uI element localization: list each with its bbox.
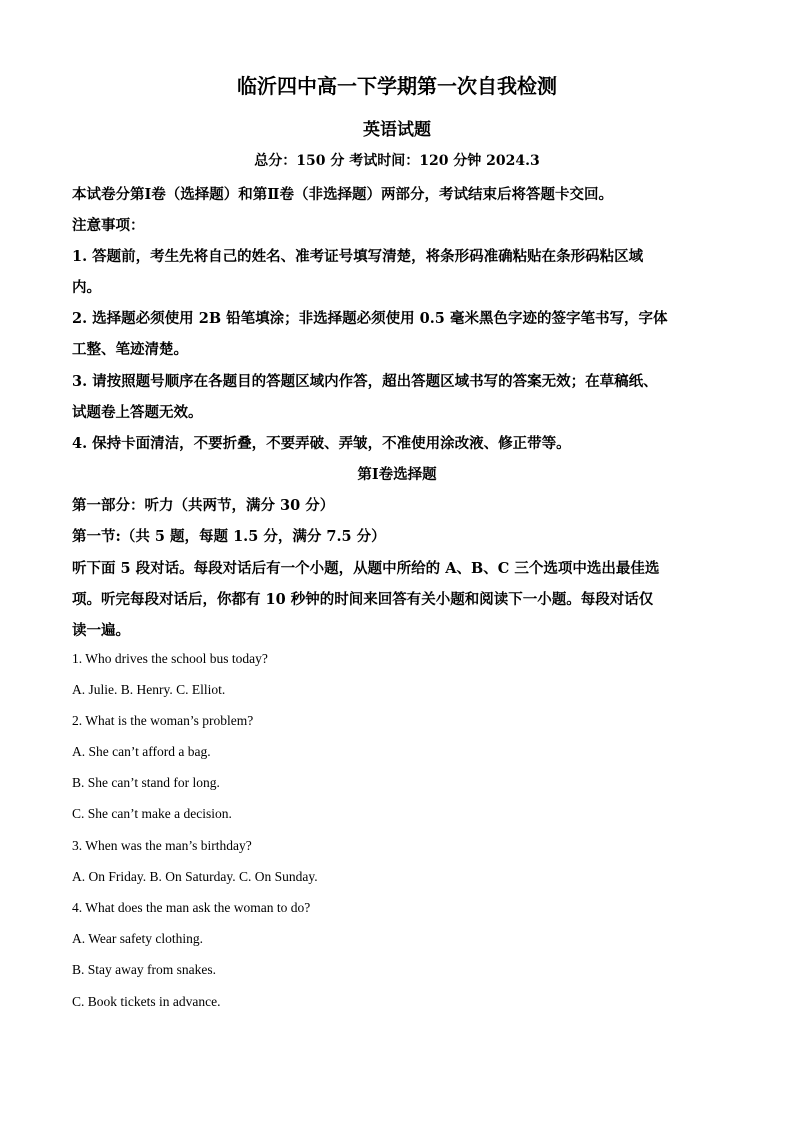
- question-line: 4. What does the man ask the woman to do?: [72, 900, 311, 915]
- option-line: A. She can’t afford a bag.: [72, 744, 211, 759]
- instruction-line: 项。听完每段对话后，你都有 10 秒钟的时间来回答有关小题和阅读下一小题。每段对话仅: [72, 591, 654, 608]
- section-title: 第Ⅰ卷选择题: [357, 466, 437, 483]
- section-heading: 第一节:（共 5 题，每题 1.5 分，满分 7.5 分）: [72, 528, 386, 545]
- notice-line: 4. 保持卡面清洁，不要折叠，不要弄破、弄皱，不准使用涂改液、修正带等。: [72, 435, 571, 452]
- question-line: 2. What is the woman’s problem?: [72, 713, 254, 728]
- option-line: B. Stay away from snakes.: [72, 962, 216, 977]
- option-line: A. Wear safety clothing.: [72, 931, 203, 946]
- question-line: 3. When was the man’s birthday?: [72, 838, 252, 853]
- notice-line: 工整、笔迹清楚。: [72, 341, 188, 358]
- notice-line: 2. 选择题必须使用 2B 铅笔填涂；非选择题必须使用 0.5 毫米黑色字迹的签字笔书写，字体: [72, 310, 668, 327]
- page-title: 临沂四中高一下学期第一次自我检测: [237, 74, 557, 98]
- notice-line: 1. 答题前，考生先将自己的姓名、准考证号填写清楚，将条形码准确粘贴在条形码粘区域: [72, 248, 644, 265]
- instruction-line: 听下面 5 段对话。每段对话后有一个小题，从题中所给的 A、B、C 三个选项中选出最佳选: [72, 560, 660, 577]
- option-line: B. She can’t stand for long.: [72, 775, 220, 790]
- notice-line: 3. 请按照题号顺序在各题目的答题区域内作答，超出答题区域书写的答案无效；在草稿纸、: [72, 373, 658, 390]
- intro-text: 本试卷分第Ⅰ卷（选择题）和第Ⅱ卷（非选择题）两部分，考试结束后将答题卡交回。: [72, 186, 613, 203]
- option-line: C. She can’t make a decision.: [72, 806, 232, 821]
- exam-meta: 总分：150 分 考试时间：120 分钟 2024.3: [254, 153, 540, 169]
- option-line: C. Book tickets in advance.: [72, 994, 221, 1009]
- part-heading: 第一部分：听力（共两节，满分 30 分）: [72, 497, 335, 514]
- question-line: 1. Who drives the school bus today?: [72, 651, 268, 666]
- notice-line: 试题卷上答题无效。: [72, 404, 203, 421]
- notice-heading: 注意事项：: [72, 217, 145, 234]
- option-line: A. Julie. B. Henry. C. Elliot.: [72, 682, 226, 697]
- instruction-line: 读一遍。: [72, 622, 130, 639]
- option-line: A. On Friday. B. On Saturday. C. On Sunday.: [72, 869, 318, 884]
- notice-line: 内。: [72, 279, 101, 296]
- page-subtitle: 英语试题: [363, 120, 431, 140]
